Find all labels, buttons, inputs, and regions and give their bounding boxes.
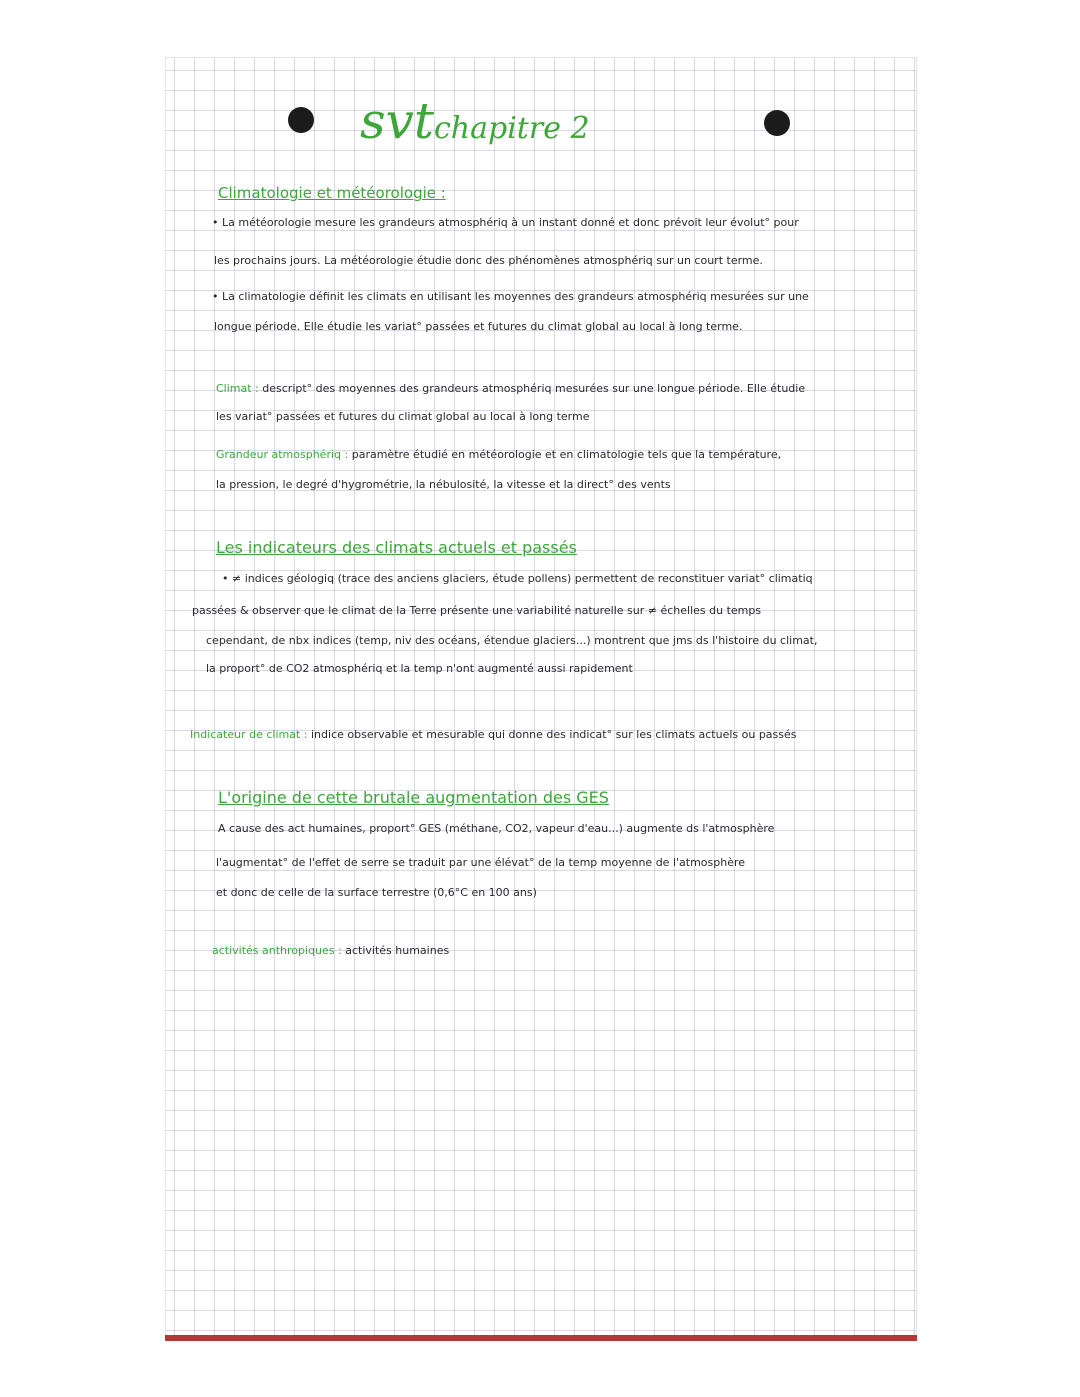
note-line: la proport° de CO2 atmosphériq et la temp n'ont augmenté aussi rapidement <box>206 662 633 675</box>
definition-activites <box>212 944 449 957</box>
note-line: les prochains jours. La météorologie étudie donc des phénomènes atmosphériq sur un court terme. <box>214 254 763 267</box>
definition-text: descript° des moyennes des grandeurs atmosphériq mesurées sur une longue période. Elle étudie <box>262 382 806 395</box>
title-text: chapitre 2 <box>434 111 590 146</box>
note-line: • La climatologie définit les climats en utilisant les moyennes des grandeurs atmosphériq mesurées sur une <box>212 290 809 303</box>
definition-term: Climat : <box>216 382 259 395</box>
section-heading: Les indicateurs des climats actuels et passés <box>216 538 577 557</box>
definition-climat <box>216 382 805 395</box>
definition-text: indice observable et mesurable qui donne des indicat° sur les climats actuels ou passés <box>311 728 797 741</box>
definition-text: paramètre étudié en météorologie et en climatologie tels que la température, <box>351 448 782 461</box>
definition-text: activités humaines <box>345 944 450 957</box>
note-line: et donc de celle de la surface terrestre (0,6°C en 100 ans) <box>216 886 537 899</box>
note-line: A cause des act humaines, proport° GES (méthane, CO2, vapeur d'eau...) augmente ds l'atmosphère <box>218 822 775 835</box>
definition-grandeur <box>216 448 781 461</box>
note-line: • La météorologie mesure les grandeurs atmosphériq à un instant donné et donc prévoit leur évolut° pour <box>212 216 799 229</box>
note-line: passées & observer que le climat de la Terre présente une variabilité naturelle sur ≠ échelles du temps <box>192 604 762 617</box>
note-line: longue période. Elle étudie les variat° passées et futures du climat global au local à long terme. <box>214 320 743 333</box>
punch-hole-right <box>764 110 790 136</box>
sheet-bottom-edge <box>165 1335 917 1341</box>
note-line: cependant, de nbx indices (temp, niv des océans, étendue glaciers...) montrent que jms ds l'histoire du climat, <box>206 634 818 647</box>
title-prefix: svt <box>360 92 434 150</box>
definition-continued: les variat° passées et futures du climat global au local à long terme <box>216 410 590 423</box>
punch-hole-left <box>288 107 314 133</box>
definition-continued: la pression, le degré d'hygrométrie, la nébulosité, la vitesse et la direct° des vents <box>216 478 671 491</box>
page-title <box>360 92 590 150</box>
definition-term: Grandeur atmosphériq : <box>216 448 349 461</box>
definition-term: Indicateur de climat : <box>190 728 308 741</box>
section-heading: Climatologie et météorologie : <box>218 184 446 202</box>
definition-term: activités anthropiques : <box>212 944 342 957</box>
note-line: • ≠ indices géologiq (trace des anciens glaciers, étude pollens) permettent de reconstituer variat° climatiq <box>222 572 813 585</box>
section-heading: L'origine de cette brutale augmentation des GES <box>218 788 609 807</box>
definition-indicateur <box>190 728 797 741</box>
note-line: l'augmentat° de l'effet de serre se traduit par une élévat° de la temp moyenne de l'atmosphère <box>216 856 746 869</box>
grid-paper-sheet <box>165 57 917 1340</box>
